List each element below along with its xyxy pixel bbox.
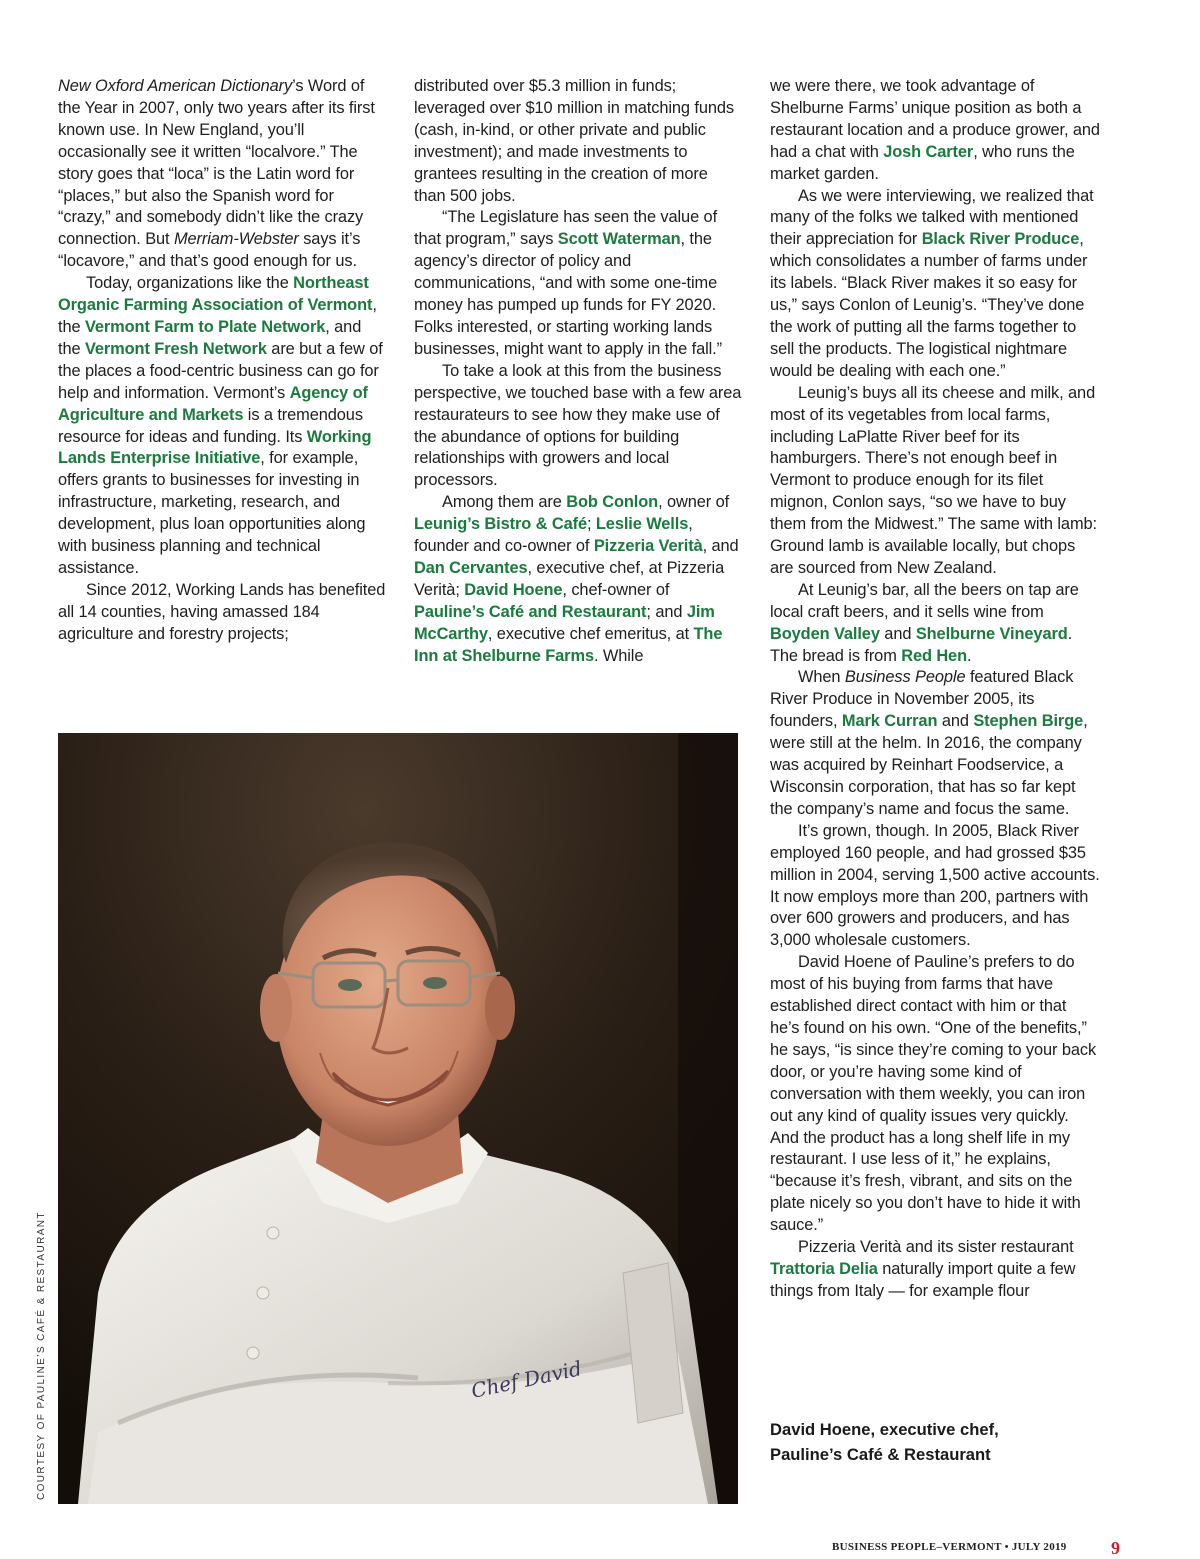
text-run: , the [58, 296, 377, 336]
paragraph [414, 492, 742, 667]
highlighted-name: Dan Cervantes [414, 558, 528, 577]
chef-portrait-photo [58, 733, 738, 1504]
highlighted-name: Leslie Wells [595, 515, 689, 534]
text-run: Since 2012, Working Lands has benefited all 14 counties, having amassed 184 agriculture and forestry projects; [58, 580, 386, 643]
text-run: At Leunig’s bar, all the beers on tap are local craft beers, and it sells wine from [770, 580, 1079, 621]
text-run: When [798, 668, 845, 687]
highlighted-name: Agency of Agriculture and Markets [58, 383, 368, 424]
paragraph [58, 580, 388, 646]
highlighted-name: Black River Produce [921, 230, 1080, 249]
text-run: It’s grown, though. In 2005, Black River employed 160 people, and had grossed $35 million in 2004, serving 1,500 active accounts. It now employs more than 200, partners with over 600 growers and producers, and has 3,000 wholesale customers. [770, 821, 1100, 950]
text-run: says it’s “locavore,” and that’s good enough for us. [58, 230, 361, 271]
text-run: . The bread is from [770, 624, 1073, 665]
paragraph [770, 1237, 1100, 1303]
text-run: As we were interviewing, we realized that many of the folks we talked with mentioned their appreciation for [770, 186, 1094, 249]
photo-credit: COURTESY OF PAULINE’S CAFÉ & RESTAURANT [36, 1211, 47, 1500]
page-number: 9 [1111, 1538, 1120, 1558]
text-run: , for example, offers grants to businesses for investing in infrastructure, marketing, research, and development, plus loan opportunities along with business planning and technical assistance. [58, 449, 366, 577]
text-run: and [937, 712, 974, 731]
caption-line-1: David Hoene, executive chef, [770, 1420, 999, 1439]
text-run: ; [586, 515, 596, 534]
highlighted-name: Red Hen [901, 646, 967, 665]
article-column-3 [770, 76, 1100, 1303]
text-run: naturally import quite a few things from Italy — for example flour [770, 1259, 1076, 1300]
text-run: , were still at the helm. In 2016, the company was acquired by Reinhart Foodservice, a Wisconsin corporation, that has so far kept the company’s name and focus the same. [770, 712, 1088, 818]
caption-line-2: Pauline’s Café & Restaurant [770, 1445, 991, 1464]
text-run: we were there, we took advantage of Shelburne Farms’ unique position as both a restaurant location and a produce grower, and had a chat with [770, 77, 1100, 161]
text-run: distributed over $5.3 million in funds; leveraged over $10 million in matching funds (cash, in-kind, or other private and public investment); and made investments to grantees resulting in the creation of more than 500 jobs. [414, 77, 734, 205]
highlighted-name: Mark Curran [841, 712, 938, 731]
italic-text: New Oxford American Dictionary [58, 77, 293, 95]
text-run: , owner of [658, 493, 730, 512]
highlighted-name: Northeast Organic Farming Association of Vermont [58, 274, 373, 315]
italic-text: Merriam-Webster [173, 230, 299, 249]
text-run: Leunig’s buys all its cheese and milk, and most of its vegetables from local farms, including LaPlatte River beef for its hamburgers. There’s not enough beef in Vermont to produce enough for its filet mignon, Conlon says, “so we have to buy them from the Midwest.” The same with lamb: Ground lamb is available locally, but chops are sourced from New Zealand. [770, 383, 1097, 577]
highlighted-name: Leunig’s Bistro & Café [414, 515, 587, 534]
highlighted-name: Shelburne Vineyard [915, 624, 1068, 643]
text-run: , who runs the market garden. [770, 142, 1075, 183]
text-run: , executive chef emeritus, at [487, 624, 694, 643]
jacket-embroidery-text: Chef David [469, 1356, 584, 1403]
text-run: . While [593, 646, 644, 665]
highlighted-name: Vermont Fresh Network [84, 339, 267, 358]
paragraph [770, 186, 1100, 383]
highlighted-name: The Inn at Shelburne Farms [414, 624, 723, 665]
highlighted-name: Jim McCarthy [414, 602, 715, 643]
highlighted-name: David Hoene [464, 580, 563, 599]
text-run: and [879, 624, 916, 643]
paragraph [770, 667, 1100, 820]
text-run: are but a few of the places a food-centric business can go for help and information. Vermont’s [58, 339, 383, 402]
text-run: featured Black River Produce in November 2005, its founders, [770, 668, 1074, 731]
text-run: David Hoene of Pauline’s prefers to do most of his buying from farms that have established direct contact with him or that he’s found on his own. “One of the benefits,” he says, “is since they’re coming to your back door, or you’re having some kind of conversation with them weekly, you can iron out any kind of quality issues very quickly. And the product has a long shelf life in my restaurant. I use less of it,” he explains, “because it’s fresh, vibrant, and sits on the plate nicely so you don’t have to hide it with sauce.” [770, 953, 1097, 1235]
article-column-2 [414, 76, 742, 667]
text-run: To take a look at this from the business perspective, we touched base with a few area restaurateurs to see how they make use of the abundance of options for building relationships with growers and local processors. [414, 361, 742, 490]
highlighted-name: Vermont Farm to Plate Network [84, 317, 326, 336]
paragraph [770, 952, 1100, 1237]
text-run: , founder and co-owner of [414, 515, 693, 556]
paragraph [414, 76, 742, 207]
article-column-1 [58, 76, 388, 646]
highlighted-name: Josh Carter [883, 142, 974, 161]
highlighted-name: Pizzeria Verità [593, 537, 703, 556]
folio-text: BUSINESS PEOPLE–VERMONT • JULY 2019 [832, 1541, 1067, 1553]
text-run: ; and [646, 602, 687, 621]
paragraph [414, 361, 742, 492]
text-run: , chef-owner of [562, 580, 670, 599]
text-run: Today, organizations like the [86, 274, 294, 293]
text-run: Pizzeria Verità and its sister restaurant [798, 1238, 1074, 1257]
paragraph [770, 383, 1100, 580]
highlighted-name: Trattoria Delia [770, 1259, 878, 1278]
highlighted-name: Stephen Birge [973, 712, 1084, 731]
text-run: “The Legislature has seen the value of that program,” says [414, 208, 718, 249]
paragraph [770, 821, 1100, 952]
text-run: , executive chef, at Pizzeria Verità; [414, 558, 725, 599]
paragraph [414, 207, 742, 360]
text-run: , which consolidates a number of farms under its labels. “Black River makes it so easy for us,” says Conlon of Leunig’s. “They’ve done the work of putting all the farms together to sell the products. The logistical nightmare would be dealing with each one.” [770, 230, 1088, 380]
highlighted-name: Working Lands Enterprise Initiative [58, 427, 372, 468]
text-run: , the agency’s director of policy and communications, “and with some one-time money has pumped up funds for FY 2020. Folks interested, or starting working lands businesses, might want to apply in the fall.” [414, 230, 722, 358]
italic-text: Business People [844, 668, 966, 687]
text-run: ’s Word of the Year in 2007, only two years after its first known use. In New England, you’ll occasionally see it written “localvore.” The story goes that “loca” is the Latin word for “places,” but also the Spanish word for “crazy,” and somebody didn’t like the crazy connection. But [58, 77, 375, 249]
text-run: , and the [58, 317, 362, 358]
highlighted-name: Boyden Valley [770, 624, 880, 643]
highlighted-name: Scott Waterman [557, 230, 681, 249]
text-run: is a tremendous resource for ideas and funding. Its [58, 405, 363, 446]
photo-caption [770, 1417, 1070, 1467]
paragraph [770, 76, 1100, 186]
paragraph [770, 580, 1100, 668]
text-run: , and [702, 537, 739, 556]
text-run: Among them are [442, 493, 567, 512]
paragraph [58, 273, 388, 580]
text-run: . [967, 646, 972, 665]
highlighted-name: Pauline’s Café and Restaurant [414, 602, 647, 621]
paragraph [58, 76, 388, 273]
highlighted-name: Bob Conlon [566, 493, 659, 512]
